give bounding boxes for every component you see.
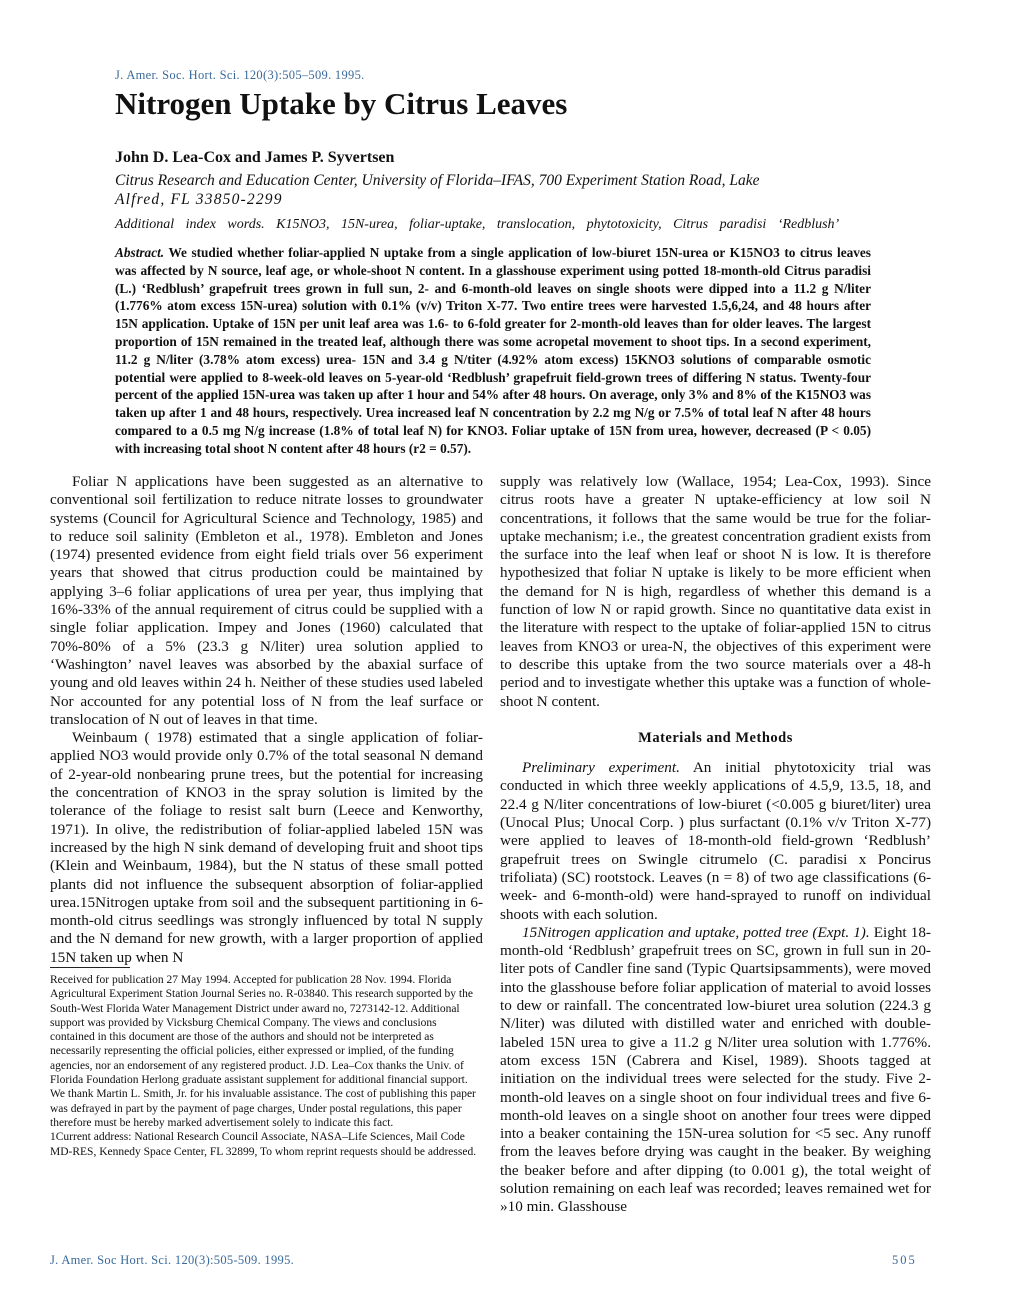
additional-index-words — [115, 217, 895, 233]
abstract — [115, 244, 871, 458]
footnotes — [50, 973, 482, 1159]
left-column — [50, 473, 483, 967]
footnote-divider — [50, 967, 130, 968]
runin-heading-preliminary: Preliminary experiment. — [522, 759, 680, 777]
intro-paragraph-3: supply was relatively low (Wallace, 1954; Lea-Cox, 1993). Since citrus roots have a greater N uptake-efficiency at low soil N concentrations, it follows that the same would be true for the foliar-uptake mechanism; i.e., the greatest concentration gradient exists from the surface into the leaf when leaf or shoot N is low. It is therefore hypothesized that foliar N uptake is likely to be more efficient when the demand for N is high, regardless of whether this demand is a function of low N or rapid growth. Since no quantitative data exist in the literature with respect to the uptake of foliar-applied 15N to citrus leaves from KNO3 or urea-N, the objectives of this experiment were to describe this uptake from the two source materials over a 48-h period and to investigate whether this uptake was a function of whole-shoot N content. — [500, 473, 931, 710]
methods-text-2: Eight 18-month-old ‘Redblush’ grapefruit trees on SC, grown in full sun in 20-liter pots of Candler fine sand (Typic Quartsipsamments), were moved into the glasshouse before foliar application of material to avoid losses to dew or rainfall. The concentrated low-biuret urea solution (224.3 g N/liter) was diluted with distilled water and enriched with double-labeled 15N urea to give a 11.2 g N/liter urea solution with 1.776%. atom excess 15N (Cabrera and Kisel, 1989). Shoots tagged at initiation on the individual trees were selected for the study. Five 2-month-old leaves on a single shoot on four individual trees and five 6-month-old leaves on a single shoot on another four trees were dipped into a beaker containing the 15N-urea solution for <5 sec. Any runoff from the leaves before drying was caught in the beaker. By weighing the beaker before and after dipping (to 0.001 g), the total weight of solution remaining on each leaf was recorded; leaves remained wet for »10 min. Glasshouse — [500, 923, 931, 1216]
intro-paragraph-1: Foliar N applications have been suggested as an alternative to conventional soil fertilization to reduce nitrate losses to groundwater systems (Council for Agricultural Science and Technology, 1985) and to reduce soil salinity (Embleton et al., 1978). Embleton and Jones (1974) presented evidence from eight field trials over 56 experiment years that showed that citrus production could be maintained by applying 3–6 foliar applications of urea per year, thus implying that 16%-33% of the annual requirement of citrus could be supplied with a single foliar application. Impey and Jones (1960) calculated that 70%-80% of a 5% (23.3 g N/liter) urea solution applied to ‘Washington’ navel leaves was absorbed by the abaxial surface of young and old leaves within 24 h. Neither of these studies used labeled Nor accounted for any potential loss of N from the leaf surface or translocation of N out of leaves in that time. — [50, 473, 483, 728]
methods-text-1: An initial phytotoxicity trial was conducted in which three weekly applications of 4.5,9, 13.5, 18, and 22.4 g N/liter concentrations of low-biuret (<0.005 g biuret/liter) urea (Unocal Plus; Unocal Corp. ) plus surfactant (0.1% v/v Triton X-77) were applied to leaves of 18-month-old field-grown ‘Redblush’ grapefruit trees on Swingle citrumelo (C. paradisi x Poncirus trifoliata) (SC) rootstock. Leaves (n = 8) of two age classifications (6-week- and 6-month-old) were hand-sprayed to runoff on individual shoots with each solution. — [500, 759, 931, 923]
methods-paragraph-1 — [500, 759, 931, 924]
journal-citation: J. Amer. Soc. Hort. Sci. 120(3):505–509. 1995. — [115, 68, 365, 82]
footnote-received: Received for publication 27 May 1994. Accepted for publication 28 Nov. 1994. Florida Agricultural Experiment Station Journal Series no. R-03840. This research supported by the South-West Florida Water Management District under award no, 7273142-12. Additional support was provided by Vicksburg Chemical Company. The views and conclusions contained in this document are those of the authors and should not be interpreted as necessarily representing the official policies, either expressed or implied, of the funding agencies, nor an endorsement of any registered product. J.D. Lea–Cox thanks the Univ. of Florida Foundation Herlong graduate assistant supplement for additional financial support. We thank Martin L. Smith, Jr. for his invaluable assistance. The cost of publishing this paper was defrayed in part by the payment of page charges, Under postal regulations, this paper therefore must be hereby marked advertisement solely to indicate this fact. — [50, 974, 476, 1129]
article-title: Nitrogen Uptake by Citrus Leaves — [115, 86, 568, 121]
methods-paragraph-2 — [500, 924, 931, 1217]
abstract-label: Abstract. — [115, 245, 165, 260]
abstract-text: We studied whether foliar-applied N uptake from a single application of low-biuret 15N-urea or K15NO3 to citrus leaves was affected by N source, leaf age, or whole-shoot N content. In a glasshouse experiment using potted 18-month-old Citrus paradisi (L.) ‘Redblush’ grapefruit trees grown in full sun, 2- and 6-month-old leaves on single shoots were dipped into a 11.2 g N/liter (1.776% atom excess 15N-urea) solution with 0.1% (v/v) Triton X-77. Two entire trees were harvested 1.5,6,24, and 48 hours after 15N application. Uptake of 15N per unit leaf area was 1.6- to 6-fold greater for 2-month-old leaves than for older leaves. The largest proportion of 15N remained in the treated leaf, although there was some acropetal movement to shoot tips. In a second experiment, 11.2 g N/liter (3.78% atom excess) urea- 15N and 3.4 g N/titer (4.92% atom excess) 15KNO3 solutions of comparable osmotic potential were applied to 8-week-old leaves on 5-year-old ‘Redblush’ grapefruit field-grown trees of differing N status. Twenty-four percent of the applied 15N-urea was taken up after 1 hour and 54% after 48 hours. On average, only 3% and 8% of the K15NO3 was taken up after 1 and 48 hours, respectively. Urea increased leaf N concentration by 2.2 mg N/g or 7.5% of total leaf N after 48 hours compared to a 0.5 mg N/g increase (1.8% of total leaf N) for KNO3. Foliar uptake of 15N from urea, however, decreased (P < 0.05) with increasing total shoot N content after 48 hours (r2 = 0.57). — [115, 245, 871, 456]
intro-paragraph-2: Weinbaum ( 1978) estimated that a single application of foliar-applied NO3 would provide only 0.7% of the total seasonal N demand of 2-year-old nonbearing prune trees, but the potential for increasing the concentration of KNO3 in the spray solution is limited by the tolerance of the foliage to resist salt burn (Leece and Kenworthy, 1971). In olive, the redistribution of foliar-applied labeled 15N was increased by the high N sink demand of developing fruit and shoot tips (Klein and Weinbaum, 1984), but the N status of these small potted plants did not influence the subsequent absorption of foliar-applied urea.15Nitrogen uptake from soil and the subsequent partitioning in 6-month-old citrus seedlings was strongly influenced by total N supply and the N demand for new growth, with a larger proportion of applied 15N taken up when N — [50, 729, 483, 966]
author-list: John D. Lea-Cox and James P. Syvertsen — [115, 149, 395, 166]
right-column — [500, 473, 931, 1217]
runin-heading-expt1: 15Nitrogen application and uptake, potted tree (Expt. 1). — [522, 923, 870, 941]
affiliation-line-1: Citrus Research and Education Center, University of Florida–IFAS, 700 Experiment Station Road, Lake — [115, 172, 760, 189]
author-affiliation — [115, 171, 885, 209]
index-words-text: K15NO3, 15N-urea, foliar-uptake, translocation, phytotoxicity, Citrus paradisi ‘Redblush’ — [276, 217, 840, 232]
footnote-current-address: 1Current address: National Research Council Associate, NASA–Life Sciences, Mail Code MD-RES, Kennedy Space Center, FL 32899, To whom reprint requests should be addressed. — [50, 1131, 477, 1158]
affiliation-line-2: Alfred, FL 33850-2299 — [115, 191, 283, 208]
section-heading-materials-methods: Materials and Methods — [638, 729, 793, 746]
page-number: 505 — [892, 1253, 917, 1267]
footer-citation: J. Amer. Soc Hort. Sci. 120(3):505-509. 1995. — [50, 1253, 295, 1267]
index-words-label: Additional index words. — [115, 217, 265, 232]
